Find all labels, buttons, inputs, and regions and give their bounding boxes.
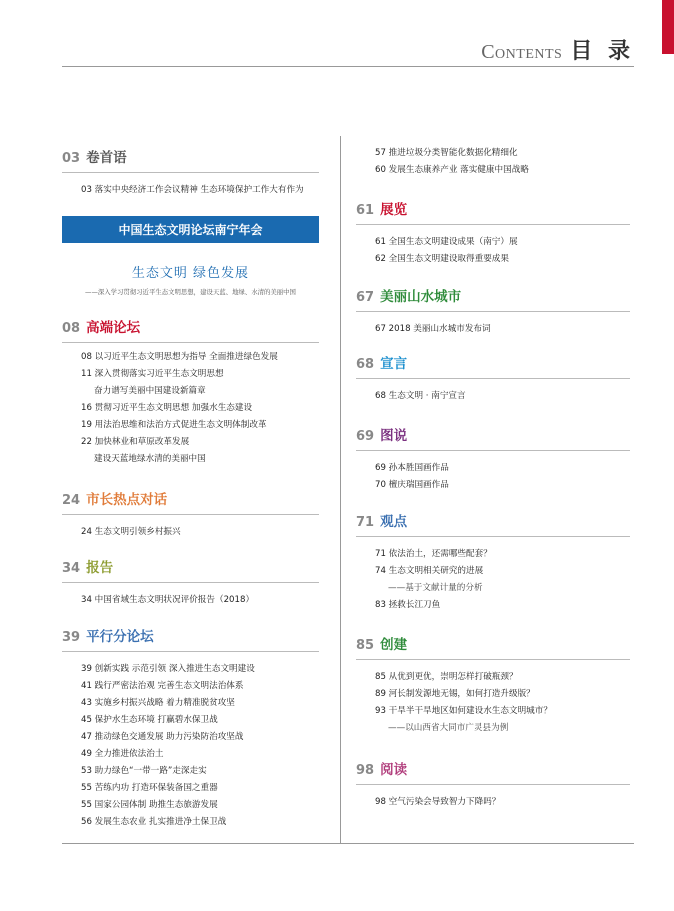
page-header <box>481 34 634 65</box>
section-number: 69 <box>356 429 375 444</box>
section-heading[interactable] <box>62 625 319 645</box>
forum-slogan: 生态文明 绿色发展 <box>131 266 250 281</box>
section-heading[interactable] <box>356 633 630 653</box>
toc-entry[interactable]: 62 全国生态文明建设取得重要成果 <box>375 254 509 264</box>
toc-entry[interactable]: 24 生态文明引领乡村振兴 <box>81 527 181 537</box>
section-title: 平行分论坛 <box>86 629 154 645</box>
section-shizhang <box>62 488 319 541</box>
section-heading[interactable] <box>62 488 319 508</box>
section-number: 68 <box>356 357 375 372</box>
section-title: 宣言 <box>380 356 408 372</box>
toc-entry[interactable]: 57 推进垃圾分类智能化数据化精细化 <box>375 148 518 158</box>
section-heading[interactable] <box>62 316 319 336</box>
section-rule <box>356 450 630 451</box>
section-title: 报告 <box>86 560 114 576</box>
section-heading[interactable] <box>62 146 319 166</box>
section-rule <box>356 378 630 379</box>
toc-entry[interactable]: 69 孙本胜国画作品 <box>375 463 449 473</box>
toc-entry[interactable]: 41 践行严密法治观 完善生态文明法治体系 <box>81 681 244 691</box>
section-rule <box>356 224 630 225</box>
toc-entry[interactable]: 11 深入贯彻落实习近平生态文明思想 <box>81 369 224 379</box>
section-number: 34 <box>62 561 81 576</box>
toc-entry[interactable]: 89 河长制发源地无锡，如何打造升级版？ <box>375 689 535 699</box>
section-title: 阅读 <box>380 762 408 778</box>
toc-entry[interactable]: 74 生态文明相关研究的进展 <box>375 566 484 576</box>
section-continued <box>356 145 630 179</box>
section-heading[interactable] <box>62 556 319 576</box>
toc-entry[interactable]: 71 依法治土，还需哪些配套？ <box>375 549 492 559</box>
section-heading[interactable] <box>356 285 630 305</box>
toc-entry[interactable]: 61 全国生态文明建设成果（南宁）展 <box>375 237 518 247</box>
section-title: 图说 <box>380 428 408 444</box>
section-rule <box>62 342 319 343</box>
toc-entry[interactable]: 67 2018 美丽山水城市发布词 <box>375 324 491 334</box>
toc-entry[interactable]: 49 全力推进依法治土 <box>81 749 164 759</box>
section-number: 85 <box>356 638 375 653</box>
toc-entry-continuation[interactable]: 建设天蓝地绿水清的美丽中国 <box>94 454 206 464</box>
section-rule <box>62 172 319 173</box>
section-number: 39 <box>62 630 81 645</box>
section-rule <box>356 659 630 660</box>
corner-red-tab <box>662 0 674 54</box>
toc-entry[interactable]: 39 创新实践 示范引领 深入推进生态文明建设 <box>81 664 255 674</box>
section-chuangjian <box>356 633 630 737</box>
section-rule <box>62 514 319 515</box>
contents-english-title: Contents <box>481 41 563 63</box>
section-heading[interactable] <box>356 424 630 444</box>
section-number: 24 <box>62 493 81 508</box>
toc-entry[interactable]: 85 从优到更优，崇明怎样打破瓶颈？ <box>375 672 518 682</box>
toc-entry[interactable]: 19 用法治思维和法治方式促进生态文明体制改革 <box>81 420 267 430</box>
section-title: 卷首语 <box>86 150 127 166</box>
toc-entry[interactable]: 55 国家公园体制 助推生态旅游发展 <box>81 800 218 810</box>
section-yuedu <box>356 758 630 811</box>
section-title: 高端论坛 <box>86 320 141 336</box>
section-gaoduan <box>62 316 319 468</box>
column-divider <box>340 136 341 843</box>
section-zhanlan <box>356 198 630 268</box>
forum-slogan-subtitle: ——深入学习贯彻习近平生态文明思想，建设天蓝、地绿、水清的美丽中国 <box>85 288 296 296</box>
top-rule <box>62 66 634 67</box>
section-meili <box>356 285 630 338</box>
section-heading[interactable] <box>356 198 630 218</box>
contents-chinese-title: 目 录 <box>570 39 634 64</box>
toc-entry[interactable]: 03 落实中央经济工作会议精神 生态环境保护工作大有作为 <box>81 185 304 195</box>
section-number: 03 <box>62 151 81 166</box>
toc-entry[interactable]: 83 拯救长江刀鱼 <box>375 600 441 610</box>
toc-entry[interactable]: 55 苦练内功 打造环保装备国之重器 <box>81 783 218 793</box>
toc-entry[interactable]: 56 发展生态农业 扎实推进净土保卫战 <box>81 817 227 827</box>
section-rule <box>62 651 319 652</box>
section-number: 71 <box>356 515 375 530</box>
toc-entry[interactable]: 98 空气污染会导致智力下降吗？ <box>375 797 501 807</box>
toc-entry-subtitle: ——以山西省大同市广灵县为例 <box>388 723 509 733</box>
toc-entry[interactable]: 53 助力绿色“一带一路”走深走实 <box>81 766 207 776</box>
toc-entry[interactable]: 70 檀庆瑞国画作品 <box>375 480 449 490</box>
toc-entry[interactable]: 45 保护水生态环境 打赢碧水保卫战 <box>81 715 218 725</box>
section-heading[interactable] <box>356 510 630 530</box>
toc-entry[interactable]: 34 中国省域生态文明状况评价报告（2018） <box>81 595 255 605</box>
section-heading[interactable] <box>356 758 630 778</box>
toc-entry[interactable]: 08 以习近平生态文明思想为指导 全面推进绿色发展 <box>81 352 278 362</box>
section-number: 08 <box>62 321 81 336</box>
section-rule <box>356 784 630 785</box>
forum-banner: 中国生态文明论坛南宁年会 <box>62 216 319 243</box>
section-guandian <box>356 510 630 614</box>
section-tushuo <box>356 424 630 494</box>
toc-entry[interactable]: 47 推动绿色交通发展 助力污染防治攻坚战 <box>81 732 244 742</box>
section-rule <box>62 582 319 583</box>
section-number: 98 <box>356 763 375 778</box>
toc-entry-subtitle: ——基于文献计量的分析 <box>388 583 483 593</box>
section-title: 观点 <box>380 514 408 530</box>
section-xuanyan <box>356 352 630 405</box>
bottom-rule <box>62 843 634 844</box>
toc-entry[interactable]: 43 实施乡村振兴战略 着力精准脱贫攻坚 <box>81 698 235 708</box>
section-rule <box>356 536 630 537</box>
section-juanshouyu <box>62 146 319 199</box>
toc-entry[interactable]: 60 发展生态康养产业 落实健康中国战略 <box>375 165 529 175</box>
section-number: 67 <box>356 290 375 305</box>
section-title: 市长热点对话 <box>86 492 168 508</box>
toc-entry[interactable]: 16 贯彻习近平生态文明思想 加强水生态建设 <box>81 403 253 413</box>
toc-entry-continuation[interactable]: 奋力谱写美丽中国建设新篇章 <box>94 386 206 396</box>
section-heading[interactable] <box>356 352 630 372</box>
section-title: 展览 <box>380 202 408 218</box>
toc-entry[interactable]: 93 干旱半干旱地区如何建设水生态文明城市？ <box>375 706 552 716</box>
toc-entry[interactable]: 22 加快林业和草原改革发展 <box>81 437 190 447</box>
section-title: 美丽山水城市 <box>380 289 462 305</box>
section-title: 创建 <box>380 637 408 653</box>
section-number: 61 <box>356 203 375 218</box>
section-baogao <box>62 556 319 609</box>
section-rule <box>356 311 630 312</box>
toc-entry[interactable]: 68 生态文明 · 南宁宣言 <box>375 391 466 401</box>
section-pingxing <box>62 625 319 831</box>
